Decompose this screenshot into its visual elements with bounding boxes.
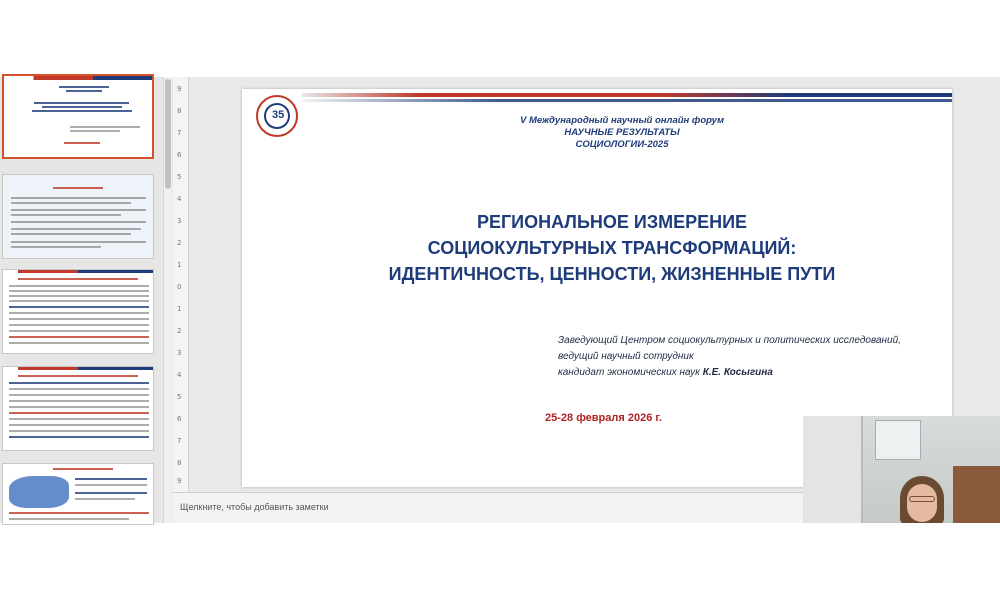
forum-line-1: V Международный научный онлайн форум <box>520 115 724 126</box>
forum-line-2: НАУЧНЫЕ РЕЗУЛЬТАТЫ <box>564 127 680 138</box>
ruler-label: 2 <box>177 239 182 247</box>
ruler-label: 5 <box>177 173 182 181</box>
ruler-label: 5 <box>177 393 182 401</box>
ruler-label: 9 <box>177 477 182 485</box>
ruler-label: 1 <box>177 305 182 313</box>
ruler-label: 8 <box>177 459 182 467</box>
ruler-label: 4 <box>177 195 182 203</box>
slide-thumbnail-2[interactable] <box>2 174 154 259</box>
title-line-3: ИДЕНТИЧНОСТЬ, ЦЕННОСТИ, ЖИЗНЕННЫЕ ПУТИ <box>388 264 836 284</box>
ruler-label: 2 <box>177 327 182 335</box>
vertical-ruler <box>173 77 189 492</box>
ruler-label: 3 <box>177 349 182 357</box>
ruler-label: 8 <box>177 107 182 115</box>
slide-thumbnail-pane <box>0 77 163 523</box>
notes-placeholder[interactable]: Щелкните, чтобы добавить заметки <box>180 502 329 512</box>
ruler-label: 6 <box>177 415 182 423</box>
slide-title <box>332 209 892 287</box>
institute-logo <box>256 95 298 137</box>
slide-thumbnail-3[interactable] <box>2 269 154 354</box>
logo-number: 35 <box>272 109 285 121</box>
author-line-1: Заведующий Центром социокультурных и политических исследований, <box>558 335 901 346</box>
title-line-1: РЕГИОНАЛЬНОЕ ИЗМЕРЕНИЕ <box>476 212 748 232</box>
slide-thumbnail-5[interactable] <box>2 463 154 525</box>
slide-thumbnail-1[interactable] <box>2 74 154 159</box>
ruler-label: 9 <box>177 85 182 93</box>
ruler-label: 6 <box>177 151 182 159</box>
ruler-label: 4 <box>177 371 182 379</box>
forum-caption <box>442 115 802 151</box>
ruler-label: 3 <box>177 217 182 225</box>
ruler-label: 1 <box>177 261 182 269</box>
header-stripe-red <box>302 93 952 97</box>
title-line-2: СОЦИОКУЛЬТУРНЫХ ТРАНСФОРМАЦИЙ: <box>427 238 797 258</box>
webcam-video-feed <box>803 416 1000 523</box>
event-date: 25-28 февраля 2026 г. <box>545 412 662 424</box>
ruler-label: 7 <box>177 129 182 137</box>
author-line-3 <box>558 365 938 381</box>
slide-thumbnail-4[interactable] <box>2 366 154 451</box>
author-block <box>558 333 938 381</box>
author-name: К.Е. Косыгина <box>702 367 773 378</box>
thumbnail-scrollbar[interactable] <box>163 77 172 523</box>
author-degree: кандидат экономических наук <box>558 367 703 378</box>
ruler-label: 0 <box>177 283 182 291</box>
thumbnail-scrollbar-thumb[interactable] <box>165 79 171 189</box>
author-line-2: ведущий научный сотрудник <box>558 351 694 362</box>
ruler-label: 7 <box>177 437 182 445</box>
forum-line-3: СОЦИОЛОГИИ-2025 <box>575 139 669 150</box>
header-stripe-blue <box>302 99 952 102</box>
